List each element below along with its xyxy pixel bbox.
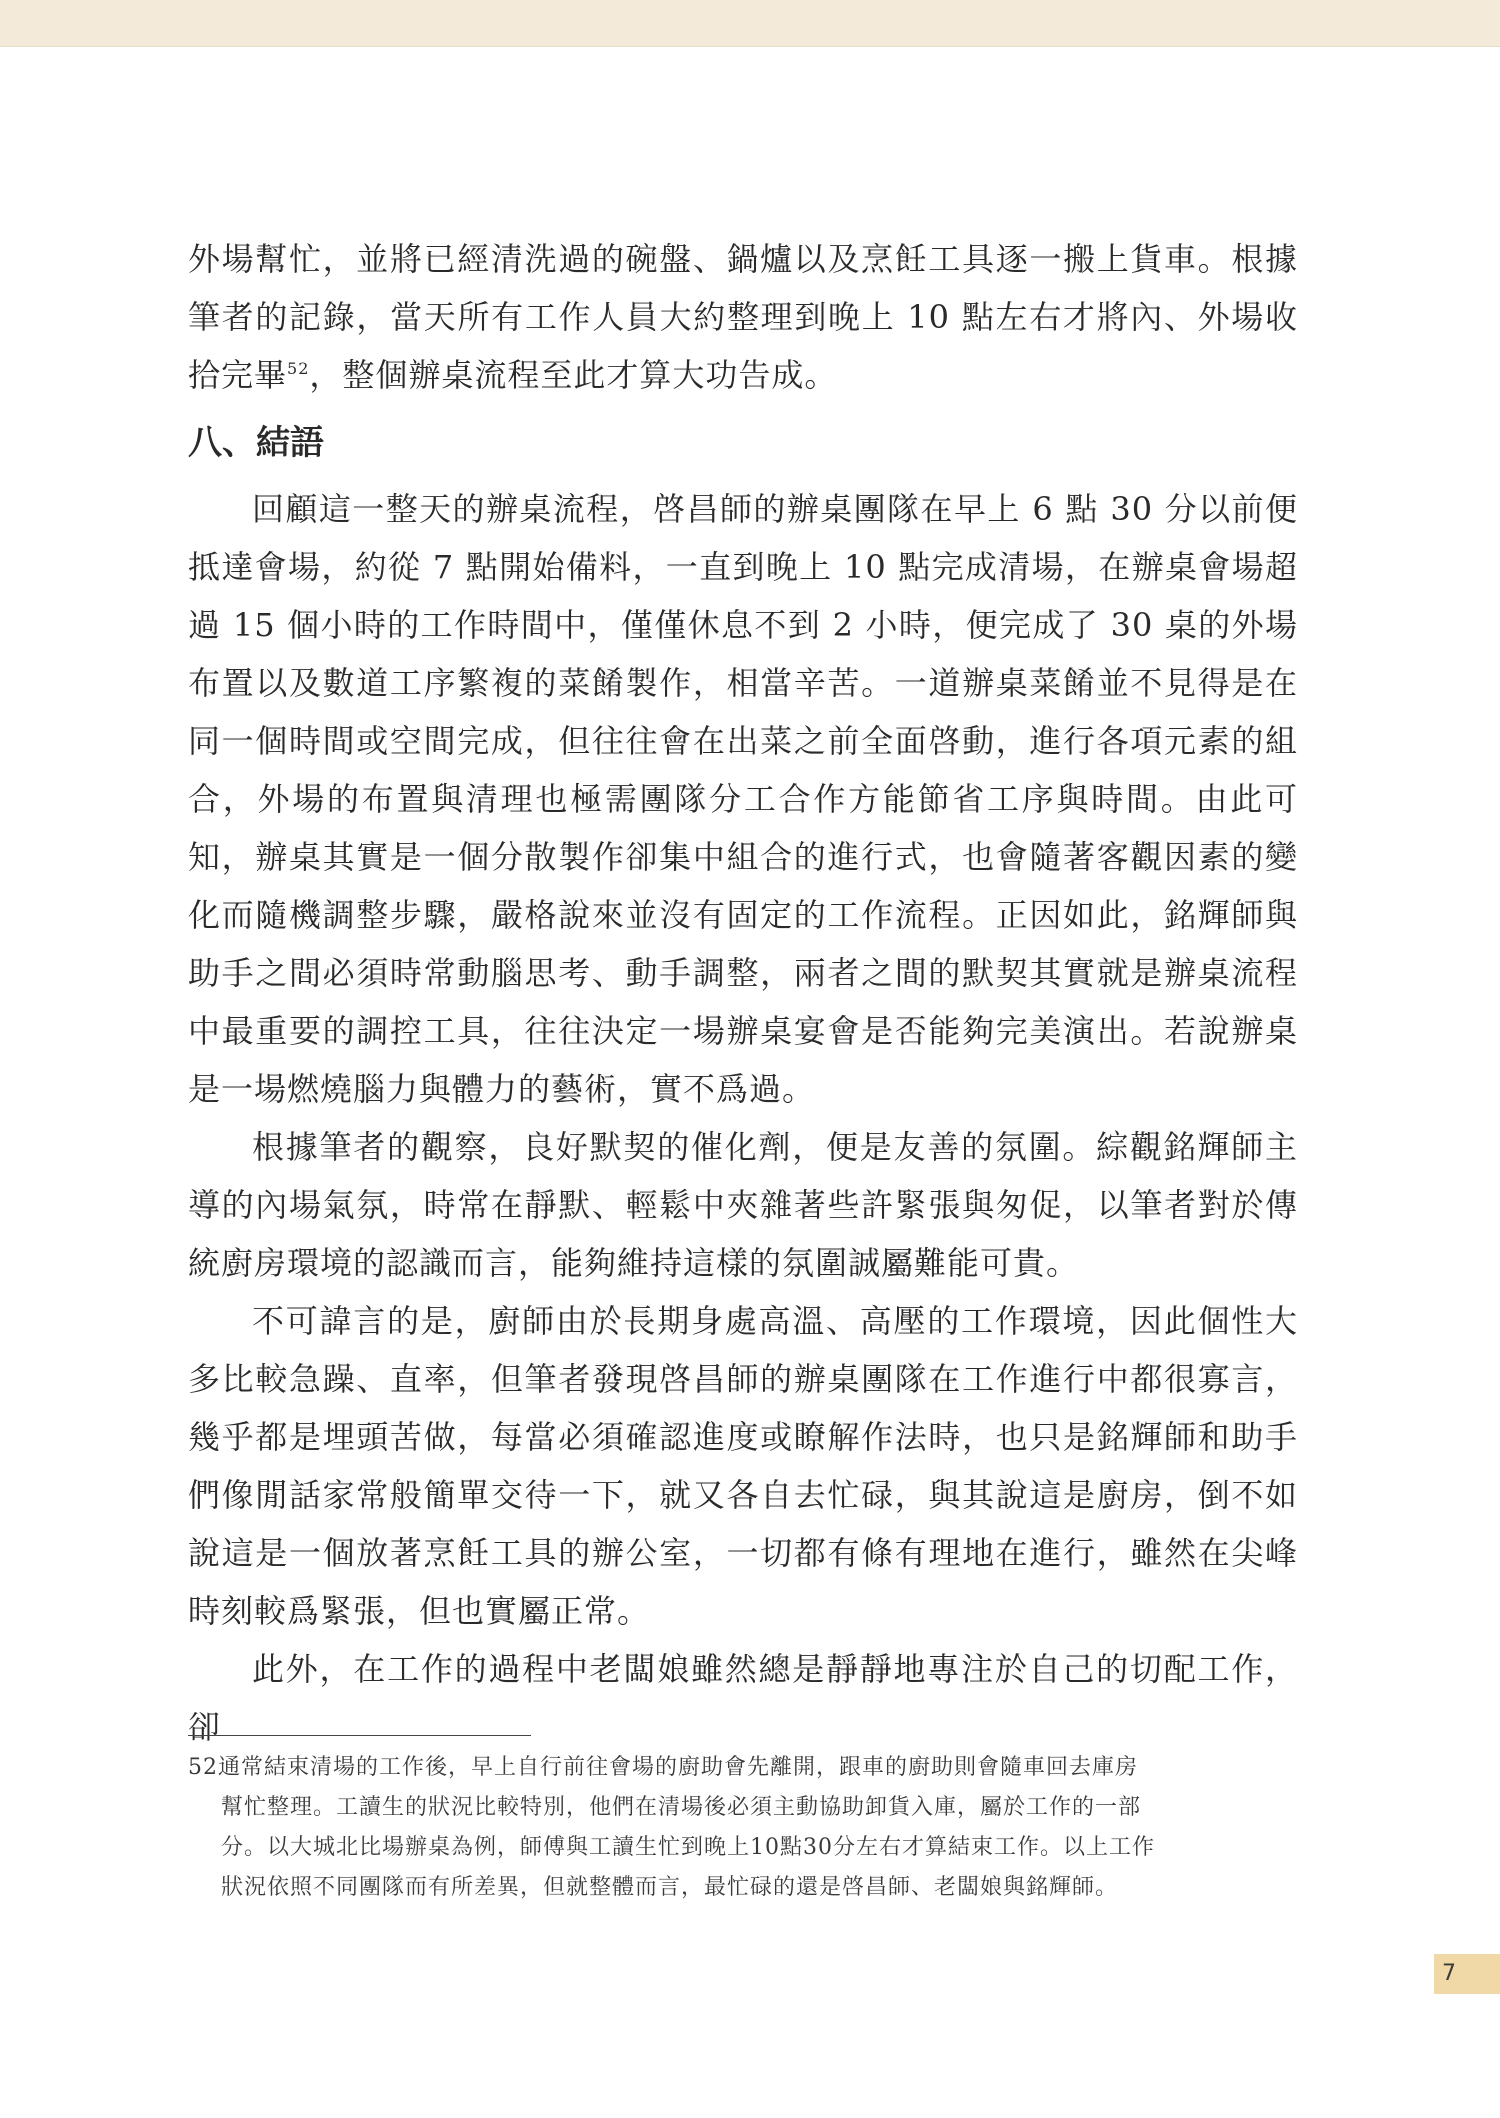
footnote-text-1: 通常結束清場的工作後，早上自行前往會場的廚助會先離開，跟車的廚助則會隨車回去庫房	[218, 1755, 1139, 1780]
paragraph-2: 根據筆者的觀察，良好默契的催化劑，便是友善的氛圍。綜觀銘輝師主導的內場氣氛，時常在靜默、輕鬆中夾雜著些許緊張與匆促，以筆者對於傳統廚房環境的認識而言，能夠維持這樣的氛圍誠屬難能可貴。	[188, 1128, 1298, 1282]
section-heading: 八、結語	[188, 423, 324, 463]
footnote-line-3: 分。以大城北比場辦桌為例，師傅與工讀生忙到晚上10點30分左右才算結束工作。以上工作	[221, 1835, 1155, 1860]
footnote-number: 52	[188, 1755, 218, 1780]
main-text	[188, 230, 1298, 1756]
paragraph-4: 此外，在工作的過程中老闆娘雖然總是靜靜地專注於自己的切配工作，卻	[188, 1650, 1298, 1746]
intro-text-part2: ，整個辦桌流程至此才算大功告成。	[309, 356, 838, 394]
footnote-line-1	[188, 1748, 1298, 1788]
page-top-band	[0, 0, 1500, 47]
paragraph-1: 回顧這一整天的辦桌流程，啓昌師的辦桌團隊在早上 6 點 30 分以前便抵達會場，約從 7 點開始備料，一直到晚上 10 點完成清場，在辦桌會場超過 15 個小時的工作時間中，僅僅休息不到 2 小時，便完成了 30 桌的外場布置以及數道工序繁複的菜餚製作，相當辛苦。一道辦桌菜餚並不見得是在同一個時間或空間完成，但往往會在出菜之前全面啓動，進行各項元素的組合，外場的布置與清理也極需團隊分工合作方能節省工序與時間。由此可知，辦桌其實是一個分散製作卻集中組合的進行式，也會隨著客觀因素的變化而隨機調整步驟，嚴格說來並沒有固定的工作流程。正因如此，銘輝師與助手之間必須時常動腦思考、動手調整，兩者之間的默契其實就是辦桌流程中最重要的調控工具，往往決定一場辦桌宴會是否能夠完美演出。若說辦桌是一場燃燒腦力與體力的藝術，實不爲過。	[188, 490, 1298, 1108]
paragraph-3: 不可諱言的是，廚師由於長期身處高溫、高壓的工作環境，因此個性大多比較急躁、直率，但筆者發現啓昌師的辦桌團隊在工作進行中都很寡言，幾乎都是埋頭苦做，每當必須確認進度或瞭解作法時，也只是銘輝師和助手們像閒話家常般簡單交待一下，就又各自去忙碌，與其說這是廚房，倒不如說這是一個放著烹飪工具的辦公室，一切都有條有理地在進行，雖然在尖峰時刻較爲緊張，但也實屬正常。	[188, 1302, 1298, 1630]
footnote-line-4: 狀況依照不同團隊而有所差異，但就整體而言，最忙碌的還是啓昌師、老闆娘與銘輝師。	[221, 1875, 1119, 1900]
footnote-line-2: 幫忙整理。工讀生的狀況比較特別，他們在清場後必須主動協助卸貨入庫，屬於工作的一部	[221, 1795, 1142, 1820]
intro-text-part1: 外場幫忙，並將已經清洗過的碗盤、鍋爐以及烹飪工具逐一搬上貨車。根據筆者的記錄，當天所有工作人員大約整理到晚上 10 點左右才將內、外場收拾完畢	[188, 240, 1298, 394]
footnote-reference: 52	[287, 359, 310, 378]
intro-paragraph	[188, 230, 1298, 404]
footnote	[188, 1748, 1298, 1908]
page-number: 7	[1434, 1954, 1500, 1994]
footnote-divider	[188, 1735, 531, 1736]
